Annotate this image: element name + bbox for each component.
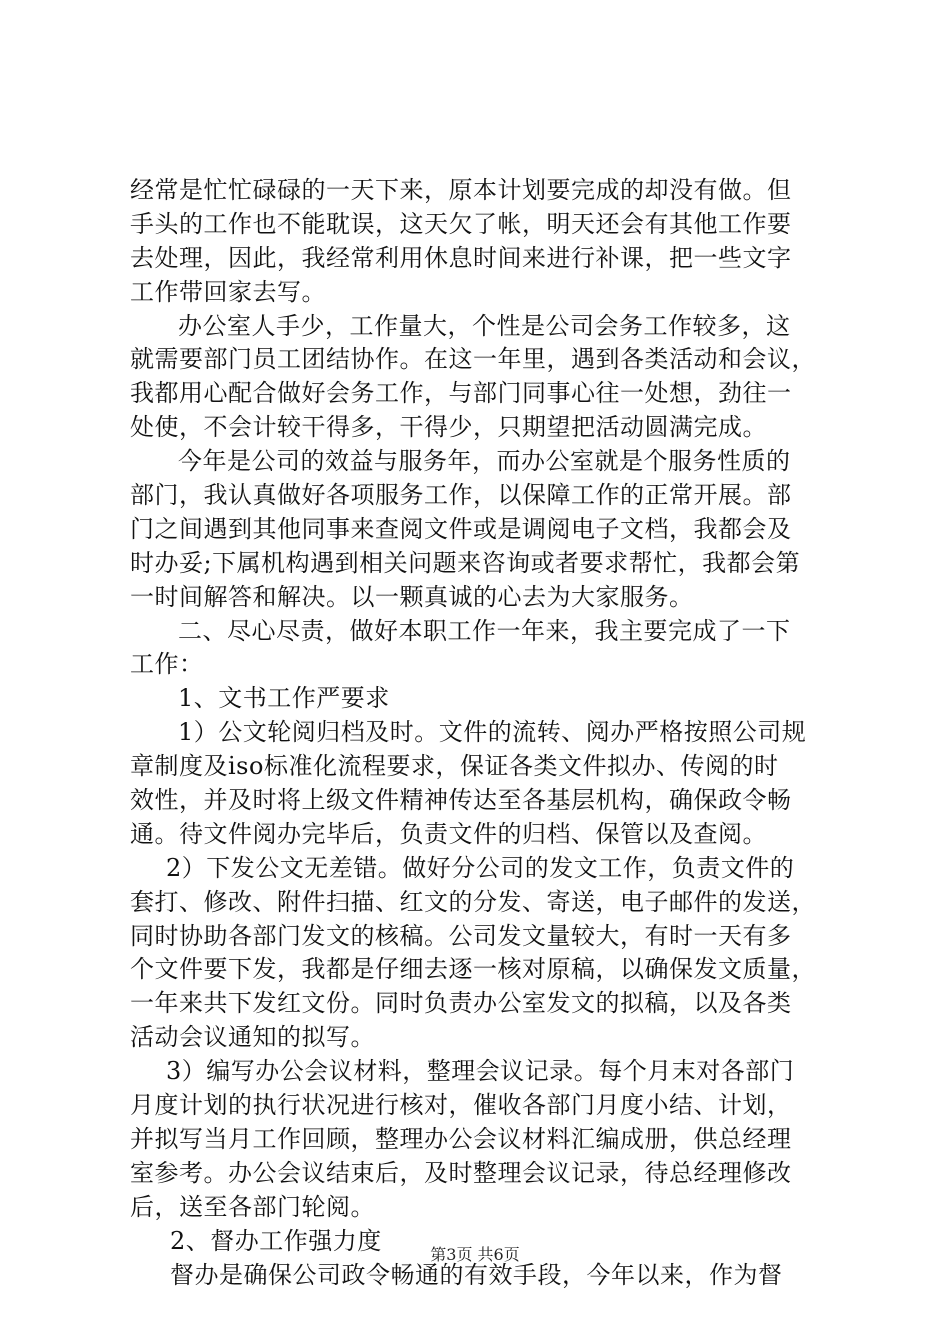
page-number-footer: 第3页 共6页	[430, 1245, 520, 1264]
text-line: 2）下发公文无差错。做好分公司的发文工作，负责文件的	[166, 853, 795, 882]
subsection-heading: 2、督办工作强力度	[170, 1226, 382, 1255]
text-line: 章制度及iso标准化流程要求，保证各类文件拟办、传阅的时	[130, 752, 779, 781]
text-line: 我都用心配合做好会务工作，与部门同事心往一处想，劲往一	[130, 379, 792, 408]
text-line: 就需要部门员工团结协作。在这一年里，遇到各类活动和会议，	[130, 345, 816, 374]
text-line: 个文件要下发，我都是仔细去逐一核对原稿，以确保发文质量，	[130, 955, 816, 984]
text-line: 今年是公司的效益与服务年，而办公室就是个服务性质的	[178, 447, 791, 476]
section-heading: 二、尽心尽责，做好本职工作一年来，我主要完成了一下	[178, 616, 791, 645]
text-line: 处使，不会计较干得多，干得少，只期望把活动圆满完成。	[130, 413, 767, 442]
document-body	[130, 174, 830, 1292]
text-line: 工作：	[130, 650, 204, 679]
text-line: 月度计划的执行状况进行核对，催收各部门月度小结、计划，	[130, 1091, 792, 1120]
text-line: 一时间解答和解决。以一颗真诚的心去为大家服务。	[130, 582, 694, 611]
text-line: 工作带回家去写。	[130, 277, 326, 306]
text-line: 一年来共下发红文份。同时负责办公室发文的拟稿，以及各类	[130, 989, 792, 1018]
text-line: 1）公文轮阅归档及时。文件的流转、阅办严格按照公司规	[178, 718, 807, 747]
text-line: 效性，并及时将上级文件精神传达至各基层机构，确保政令畅	[130, 786, 792, 815]
text-line: 并拟写当月工作回顾，整理办公会议材料汇编成册，供总经理	[130, 1124, 792, 1153]
text-line: 后，送至各部门轮阅。	[130, 1192, 375, 1221]
text-line: 去处理，因此，我经常利用休息时间来进行补课，把一些文字	[130, 243, 792, 272]
text-line: 时办妥;下属机构遇到相关问题来咨询或者要求帮忙，我都会第	[130, 548, 801, 577]
text-line: 同时协助各部门发文的核稿。公司发文量较大，有时一天有多	[130, 921, 792, 950]
text-line: 套打、修改、附件扫描、红文的分发、寄送，电子邮件的发送，	[130, 887, 816, 916]
text-line: 办公室人手少，工作量大，个性是公司会务工作较多，这	[178, 311, 791, 340]
text-line: 经常是忙忙碌碌的一天下来，原本计划要完成的却没有做。但	[130, 176, 792, 204]
text-line: 督办是确保公司政令畅通的有效手段，今年以来，作为督	[170, 1260, 783, 1289]
text-line: 手头的工作也不能耽误，这天欠了帐，明天还会有其他工作要	[130, 209, 792, 238]
text-line: 活动会议通知的拟写。	[130, 1023, 375, 1052]
text-line: 室参考。办公会议结束后，及时整理会议记录，待总经理修改	[130, 1158, 792, 1187]
text-line: 部门，我认真做好各项服务工作，以保障工作的正常开展。部	[130, 481, 792, 510]
subsection-heading: 1、文书工作严要求	[178, 684, 390, 713]
text-line: 3）编写办公会议材料，整理会议记录。每个月末对各部门	[166, 1057, 795, 1086]
text-line: 门之间遇到其他同事来查阅文件或是调阅电子文档，我都会及	[130, 514, 792, 543]
text-line: 通。待文件阅办完毕后，负责文件的归档、保管以及查阅。	[130, 819, 767, 848]
